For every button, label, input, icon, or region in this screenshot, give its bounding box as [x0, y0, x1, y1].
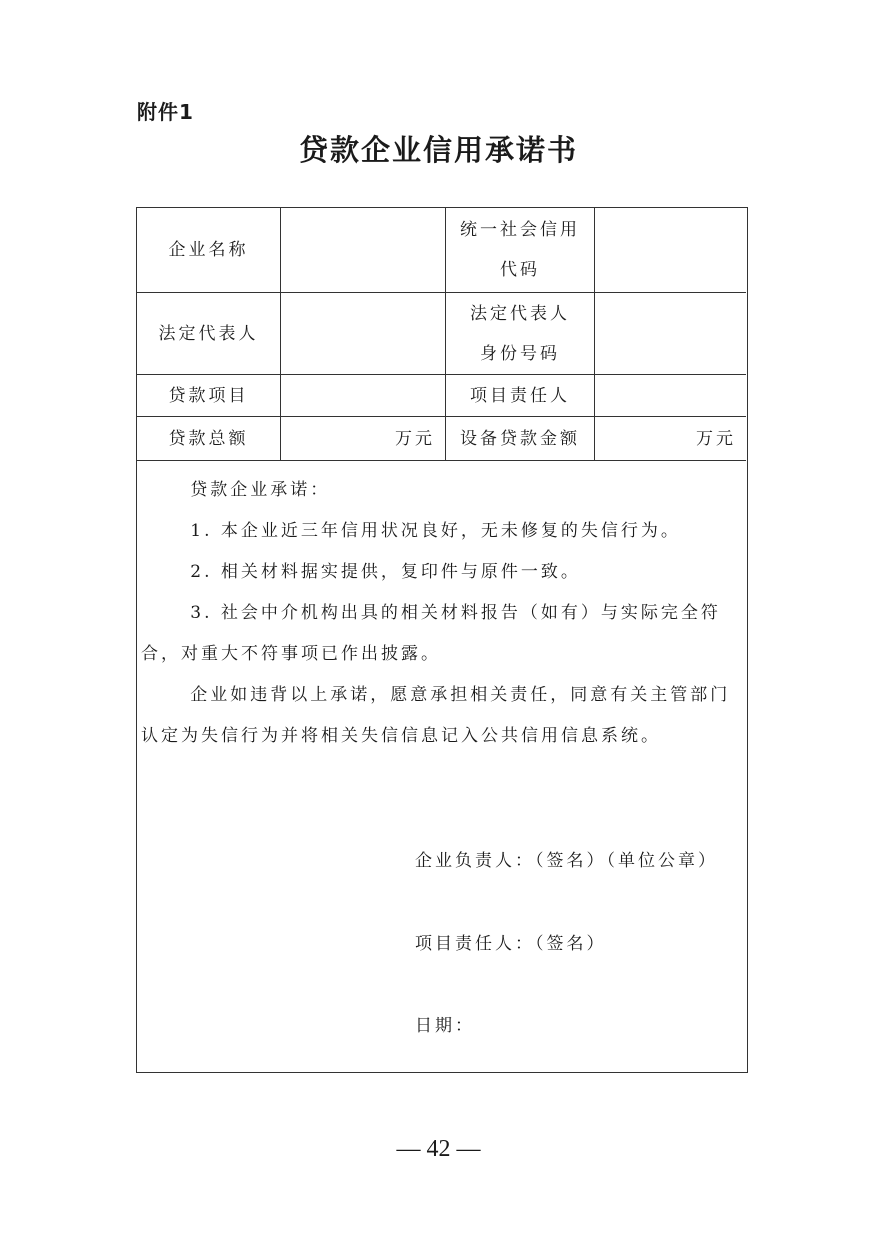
date-field: 日期：	[415, 1016, 475, 1036]
commitment-item-3: 3. 社会中介机构出具的相关材料报告（如有）与实际完全符合，对重大不符事项已作出披露。	[141, 603, 721, 664]
equipment-loan-field[interactable]	[595, 417, 746, 460]
loan-total-label	[137, 417, 280, 460]
equipment-loan-label	[446, 417, 594, 460]
company-name-field[interactable]	[281, 208, 445, 292]
document-title: 贷款企业信用承诺书	[298, 133, 578, 167]
commitment-item-1: 1. 本企业近三年信用状况良好，无未修复的失信行为。	[190, 521, 681, 541]
project-leader-label	[446, 375, 594, 416]
credit-code-label-line2: 代码	[500, 260, 540, 280]
commitment-form	[136, 207, 748, 1073]
loan-project-label-text: 贷款项目	[168, 385, 249, 406]
legal-rep-label-text: 法定代表人	[158, 323, 259, 344]
company-name-label-text: 企业名称	[168, 240, 249, 260]
credit-code-label	[446, 208, 594, 292]
loan-project-label	[137, 375, 280, 416]
legal-rep-id-label-line1: 法定代表人	[470, 303, 570, 324]
legal-rep-id-label	[446, 293, 594, 374]
commitment-heading: 贷款企业承诺：	[190, 480, 331, 500]
company-leader-signature: 企业负责人：（签名）（单位公章）	[415, 851, 718, 871]
equipment-loan-unit: 万元	[696, 428, 736, 449]
legal-rep-field[interactable]	[281, 293, 445, 374]
legal-rep-label	[137, 293, 280, 374]
loan-total-label-text: 贷款总额	[168, 428, 249, 449]
commitment-closing: 企业如违背以上承诺，愿意承担相关责任，同意有关主管部门认定为失信行为并将相关失信信息记入公共信用信息系统。	[141, 685, 731, 746]
commitment-item-2: 2. 相关材料据实提供，复印件与原件一致。	[190, 562, 581, 582]
legal-rep-id-label-line2: 身份号码	[480, 343, 560, 364]
commitment-section	[137, 462, 746, 757]
company-name-label	[137, 208, 280, 292]
loan-total-field[interactable]	[281, 417, 445, 460]
row-divider	[137, 460, 746, 461]
project-leader-field[interactable]	[595, 375, 746, 416]
loan-total-unit: 万元	[395, 428, 435, 449]
loan-project-field[interactable]	[281, 375, 445, 416]
project-leader-signature: 项目责任人：（签名）	[415, 934, 607, 954]
credit-code-label-line1: 统一社会信用	[460, 220, 580, 240]
credit-code-field[interactable]	[595, 208, 746, 292]
legal-rep-id-field[interactable]	[595, 293, 746, 374]
project-leader-label-text: 项目责任人	[470, 385, 570, 406]
attachment-label: 附件1	[137, 100, 194, 124]
page-number: — 42 —	[396, 1136, 481, 1162]
equipment-loan-label-text: 设备贷款金额	[460, 428, 580, 449]
